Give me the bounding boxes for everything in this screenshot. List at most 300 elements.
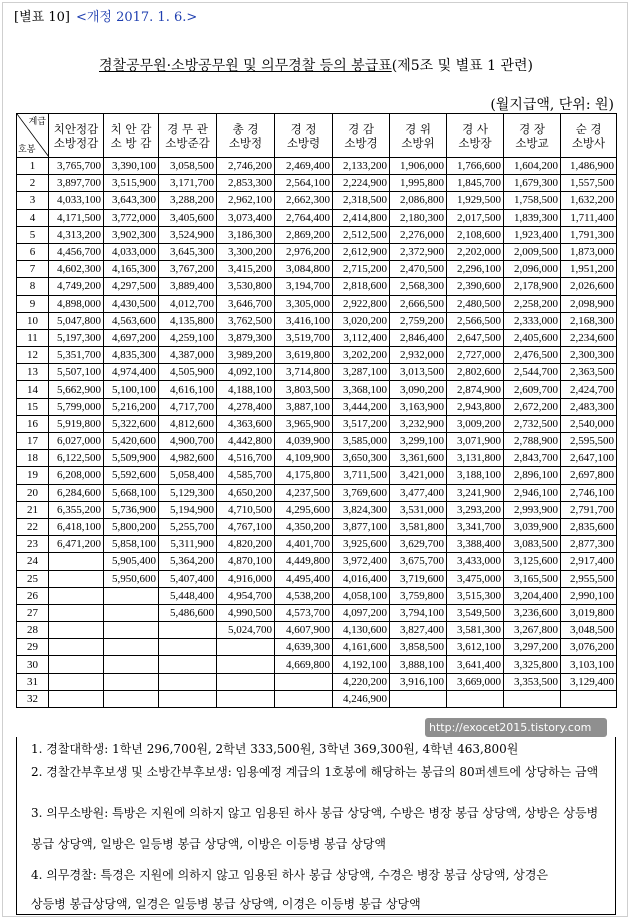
salary-cell bbox=[49, 639, 104, 656]
table-row bbox=[17, 243, 617, 260]
salary-cell: 3,762,500 bbox=[217, 312, 275, 329]
salary-cell: 1,679,300 bbox=[504, 175, 561, 192]
step-number: 25 bbox=[17, 570, 49, 587]
salary-cell: 2,017,500 bbox=[447, 209, 504, 226]
salary-cell: 3,039,900 bbox=[504, 518, 561, 535]
fire-rank: 소방령 bbox=[286, 135, 321, 150]
salary-cell: 2,544,700 bbox=[504, 364, 561, 381]
salary-cell: 5,799,000 bbox=[49, 398, 104, 415]
salary-cell: 4,165,300 bbox=[104, 261, 159, 278]
salary-cell: 2,390,600 bbox=[447, 278, 504, 295]
corner-cell bbox=[17, 114, 49, 158]
salary-cell: 4,585,700 bbox=[217, 467, 275, 484]
salary-cell: 2,276,000 bbox=[390, 226, 447, 243]
salary-cell: 3,641,400 bbox=[447, 656, 504, 673]
salary-cell: 2,178,900 bbox=[504, 278, 561, 295]
salary-cell: 2,962,100 bbox=[217, 192, 275, 209]
document-title bbox=[0, 55, 632, 75]
salary-cell: 5,255,700 bbox=[159, 518, 217, 535]
police-rank: 치안정감 bbox=[53, 121, 99, 136]
salary-cell: 6,284,600 bbox=[49, 484, 104, 501]
salary-cell: 3,916,100 bbox=[390, 673, 447, 690]
salary-cell: 2,133,200 bbox=[333, 158, 390, 175]
salary-cell: 4,171,500 bbox=[49, 209, 104, 226]
salary-cell: 1,845,700 bbox=[447, 175, 504, 192]
salary-cell: 4,835,300 bbox=[104, 347, 159, 364]
salary-cell: 4,039,900 bbox=[275, 433, 333, 450]
salary-cell: 3,204,400 bbox=[504, 587, 561, 604]
salary-cell: 3,897,700 bbox=[49, 175, 104, 192]
table-row bbox=[17, 209, 617, 226]
police-rank: 경 감 bbox=[348, 121, 374, 136]
salary-cell: 6,355,200 bbox=[49, 501, 104, 518]
step-number: 21 bbox=[17, 501, 49, 518]
salary-cell: 1,923,400 bbox=[504, 226, 561, 243]
salary-cell: 5,351,700 bbox=[49, 347, 104, 364]
table-row bbox=[17, 622, 617, 639]
salary-cell: 4,767,100 bbox=[217, 518, 275, 535]
salary-cell: 1,557,500 bbox=[561, 175, 617, 192]
salary-cell: 4,449,800 bbox=[275, 553, 333, 570]
salary-cell: 2,715,200 bbox=[333, 261, 390, 278]
salary-cell: 3,416,100 bbox=[275, 312, 333, 329]
salary-cell: 3,475,000 bbox=[447, 570, 504, 587]
salary-cell: 2,647,100 bbox=[561, 450, 617, 467]
salary-cell: 3,112,400 bbox=[333, 329, 390, 346]
title-main: 경찰공무원·소방공무원 및 의무경찰 등의 봉급표 bbox=[99, 58, 392, 74]
salary-cell: 2,843,700 bbox=[504, 450, 561, 467]
salary-cell: 3,165,500 bbox=[504, 570, 561, 587]
table-row bbox=[17, 398, 617, 415]
salary-cell bbox=[159, 673, 217, 690]
salary-cell: 2,405,600 bbox=[504, 329, 561, 346]
salary-cell bbox=[159, 690, 217, 707]
salary-cell: 5,197,300 bbox=[49, 329, 104, 346]
salary-cell: 3,902,300 bbox=[104, 226, 159, 243]
step-number: 13 bbox=[17, 364, 49, 381]
salary-cell: 2,566,500 bbox=[447, 312, 504, 329]
salary-cell: 6,418,100 bbox=[49, 518, 104, 535]
salary-cell: 5,905,400 bbox=[104, 553, 159, 570]
step-number: 15 bbox=[17, 398, 49, 415]
salary-cell bbox=[104, 656, 159, 673]
salary-cell: 4,870,100 bbox=[217, 553, 275, 570]
salary-cell bbox=[104, 639, 159, 656]
salary-cell: 3,889,400 bbox=[159, 278, 217, 295]
salary-cell: 2,512,500 bbox=[333, 226, 390, 243]
salary-cell: 3,581,300 bbox=[447, 622, 504, 639]
salary-cell: 3,989,200 bbox=[217, 347, 275, 364]
annex-tag: [별표 10] bbox=[14, 10, 70, 25]
salary-cell: 3,549,500 bbox=[447, 604, 504, 621]
salary-cell: 2,108,600 bbox=[447, 226, 504, 243]
salary-cell: 5,919,800 bbox=[49, 415, 104, 432]
fire-rank: 소방교 bbox=[515, 135, 549, 150]
salary-cell: 5,058,400 bbox=[159, 467, 217, 484]
salary-cell bbox=[447, 690, 504, 707]
salary-cell: 4,538,200 bbox=[275, 587, 333, 604]
salary-cell: 4,495,400 bbox=[275, 570, 333, 587]
salary-cell: 2,096,000 bbox=[504, 261, 561, 278]
salary-cell: 5,420,600 bbox=[104, 433, 159, 450]
step-number: 22 bbox=[17, 518, 49, 535]
salary-cell: 4,717,700 bbox=[159, 398, 217, 415]
salary-cell: 3,299,100 bbox=[390, 433, 447, 450]
table-header-row bbox=[17, 114, 617, 158]
salary-cell: 2,372,900 bbox=[390, 243, 447, 260]
table-row bbox=[17, 295, 617, 312]
salary-cell: 1,486,900 bbox=[561, 158, 617, 175]
fire-rank: 소방정감 bbox=[53, 135, 99, 150]
salary-cell: 3,714,800 bbox=[275, 364, 333, 381]
salary-cell: 3,131,800 bbox=[447, 450, 504, 467]
salary-cell: 3,341,700 bbox=[447, 518, 504, 535]
salary-cell: 4,812,600 bbox=[159, 415, 217, 432]
salary-cell: 2,564,100 bbox=[275, 175, 333, 192]
salary-cell: 3,719,600 bbox=[390, 570, 447, 587]
note-2: 2. 경찰간부후보생 및 소방간부후보생: 임용예정 계급의 1호봉에 해당하는 봉급의 80퍼센트에 상당하는 금액 bbox=[31, 765, 599, 779]
salary-cell: 4,278,400 bbox=[217, 398, 275, 415]
step-number: 11 bbox=[17, 329, 49, 346]
salary-cell: 2,480,500 bbox=[447, 295, 504, 312]
salary-cell bbox=[217, 690, 275, 707]
salary-cell: 1,791,300 bbox=[561, 226, 617, 243]
salary-cell: 4,109,900 bbox=[275, 450, 333, 467]
salary-cell: 2,976,200 bbox=[275, 243, 333, 260]
salary-cell: 3,388,400 bbox=[447, 536, 504, 553]
salary-cell bbox=[104, 690, 159, 707]
salary-cell: 2,874,900 bbox=[447, 381, 504, 398]
salary-cell: 3,084,800 bbox=[275, 261, 333, 278]
salary-cell: 1,604,200 bbox=[504, 158, 561, 175]
salary-cell: 3,581,800 bbox=[390, 518, 447, 535]
salary-cell: 3,421,000 bbox=[390, 467, 447, 484]
salary-cell: 3,612,100 bbox=[447, 639, 504, 656]
salary-cell: 3,925,600 bbox=[333, 536, 390, 553]
salary-cell bbox=[159, 622, 217, 639]
salary-cell: 1,766,600 bbox=[447, 158, 504, 175]
salary-cell: 4,220,200 bbox=[333, 673, 390, 690]
table-row bbox=[17, 381, 617, 398]
table-row bbox=[17, 553, 617, 570]
salary-cell: 3,058,500 bbox=[159, 158, 217, 175]
salary-cell: 3,186,300 bbox=[217, 226, 275, 243]
salary-cell: 2,802,600 bbox=[447, 364, 504, 381]
note-3-continued: 봉급 상당액, 일방은 일등병 봉급 상당액, 이방은 이등병 봉급 상당액 bbox=[31, 837, 386, 851]
rank-header bbox=[217, 114, 275, 158]
corner-step-label: 호봉 bbox=[18, 145, 36, 155]
salary-cell: 4,259,100 bbox=[159, 329, 217, 346]
rank-header bbox=[333, 114, 390, 158]
step-number: 16 bbox=[17, 415, 49, 432]
table-row bbox=[17, 450, 617, 467]
salary-cell: 3,765,700 bbox=[49, 158, 104, 175]
table-row bbox=[17, 587, 617, 604]
salary-cell: 5,194,900 bbox=[159, 501, 217, 518]
step-number: 5 bbox=[17, 226, 49, 243]
step-number: 23 bbox=[17, 536, 49, 553]
police-rank: 경 장 bbox=[519, 121, 545, 136]
salary-cell: 3,646,700 bbox=[217, 295, 275, 312]
salary-cell: 2,877,300 bbox=[561, 536, 617, 553]
step-number: 24 bbox=[17, 553, 49, 570]
salary-cell: 2,666,500 bbox=[390, 295, 447, 312]
fire-rank: 소 방 감 bbox=[110, 135, 152, 150]
salary-cell: 2,026,600 bbox=[561, 278, 617, 295]
salary-cell: 4,175,800 bbox=[275, 467, 333, 484]
salary-cell: 4,387,000 bbox=[159, 347, 217, 364]
salary-cell: 4,710,500 bbox=[217, 501, 275, 518]
salary-cell: 4,505,900 bbox=[159, 364, 217, 381]
rank-header bbox=[390, 114, 447, 158]
table-row bbox=[17, 192, 617, 209]
salary-cell: 4,616,100 bbox=[159, 381, 217, 398]
step-number: 28 bbox=[17, 622, 49, 639]
step-number: 1 bbox=[17, 158, 49, 175]
salary-cell: 4,990,500 bbox=[217, 604, 275, 621]
police-rank: 경 위 bbox=[405, 121, 431, 136]
note-4: 4. 의무경찰: 특경은 지원에 의하지 않고 임용된 하사 봉급 상당액, 수경은 병장 봉급 상당액, 상경은 bbox=[31, 868, 549, 882]
salary-cell: 3,519,700 bbox=[275, 329, 333, 346]
salary-cell: 5,736,900 bbox=[104, 501, 159, 518]
note-4-continued: 상등병 봉급상당액, 일경은 일등병 봉급 상당액, 이경은 이등병 봉급 상당액 bbox=[31, 897, 421, 911]
salary-cell: 3,300,200 bbox=[217, 243, 275, 260]
salary-cell: 2,818,600 bbox=[333, 278, 390, 295]
salary-cell: 4,033,100 bbox=[49, 192, 104, 209]
fire-rank: 소방위 bbox=[401, 135, 435, 150]
table-row bbox=[17, 673, 617, 690]
salary-cell: 2,990,100 bbox=[561, 587, 617, 604]
salary-cell: 3,827,400 bbox=[390, 622, 447, 639]
salary-cell: 3,171,700 bbox=[159, 175, 217, 192]
salary-cell: 4,900,700 bbox=[159, 433, 217, 450]
table-row bbox=[17, 639, 617, 656]
salary-cell: 3,858,500 bbox=[390, 639, 447, 656]
table-row bbox=[17, 656, 617, 673]
salary-cell: 3,048,500 bbox=[561, 622, 617, 639]
salary-cell: 2,258,200 bbox=[504, 295, 561, 312]
salary-cell: 4,135,800 bbox=[159, 312, 217, 329]
step-number: 26 bbox=[17, 587, 49, 604]
salary-cell bbox=[104, 587, 159, 604]
salary-cell: 6,122,500 bbox=[49, 450, 104, 467]
salary-cell: 1,632,200 bbox=[561, 192, 617, 209]
salary-cell: 3,517,200 bbox=[333, 415, 390, 432]
salary-cell: 2,869,200 bbox=[275, 226, 333, 243]
rank-header bbox=[504, 114, 561, 158]
salary-cell: 4,237,500 bbox=[275, 484, 333, 501]
table-row bbox=[17, 329, 617, 346]
salary-cell: 4,033,000 bbox=[104, 243, 159, 260]
salary-cell: 2,224,900 bbox=[333, 175, 390, 192]
salary-cell: 5,668,100 bbox=[104, 484, 159, 501]
salary-cell: 3,232,900 bbox=[390, 415, 447, 432]
salary-cell bbox=[159, 639, 217, 656]
step-number: 20 bbox=[17, 484, 49, 501]
salary-cell: 3,879,300 bbox=[217, 329, 275, 346]
table-row bbox=[17, 278, 617, 295]
salary-cell: 4,016,400 bbox=[333, 570, 390, 587]
salary-cell: 2,414,800 bbox=[333, 209, 390, 226]
salary-cell: 3,288,200 bbox=[159, 192, 217, 209]
salary-cell: 3,188,100 bbox=[447, 467, 504, 484]
salary-cell: 3,236,600 bbox=[504, 604, 561, 621]
step-number: 12 bbox=[17, 347, 49, 364]
salary-cell: 2,943,800 bbox=[447, 398, 504, 415]
salary-cell: 2,098,900 bbox=[561, 295, 617, 312]
salary-cell: 2,993,900 bbox=[504, 501, 561, 518]
salary-cell: 3,650,300 bbox=[333, 450, 390, 467]
salary-cell: 4,313,200 bbox=[49, 226, 104, 243]
salary-cell: 2,595,500 bbox=[561, 433, 617, 450]
salary-cell bbox=[217, 656, 275, 673]
salary-cell: 4,749,200 bbox=[49, 278, 104, 295]
salary-cell: 3,444,200 bbox=[333, 398, 390, 415]
salary-cell: 3,083,500 bbox=[504, 536, 561, 553]
salary-cell bbox=[561, 690, 617, 707]
step-number: 7 bbox=[17, 261, 49, 278]
salary-cell: 2,922,800 bbox=[333, 295, 390, 312]
step-number: 6 bbox=[17, 243, 49, 260]
salary-cell: 3,020,200 bbox=[333, 312, 390, 329]
salary-cell: 3,071,900 bbox=[447, 433, 504, 450]
salary-cell: 1,758,500 bbox=[504, 192, 561, 209]
table-row bbox=[17, 364, 617, 381]
salary-cell: 3,325,800 bbox=[504, 656, 561, 673]
rank-header bbox=[159, 114, 217, 158]
fire-rank: 소방장 bbox=[458, 135, 492, 150]
salary-cell: 5,509,900 bbox=[104, 450, 159, 467]
salary-cell: 3,772,000 bbox=[104, 209, 159, 226]
step-number: 3 bbox=[17, 192, 49, 209]
salary-cell: 2,672,200 bbox=[504, 398, 561, 415]
salary-cell: 5,858,100 bbox=[104, 536, 159, 553]
salary-cell bbox=[49, 553, 104, 570]
salary-cell: 1,906,000 bbox=[390, 158, 447, 175]
salary-cell: 2,470,500 bbox=[390, 261, 447, 278]
salary-cell: 3,794,100 bbox=[390, 604, 447, 621]
salary-cell: 2,568,300 bbox=[390, 278, 447, 295]
salary-cell: 5,662,900 bbox=[49, 381, 104, 398]
salary-cell: 3,390,100 bbox=[104, 158, 159, 175]
salary-cell: 3,515,300 bbox=[447, 587, 504, 604]
salary-cell: 3,767,200 bbox=[159, 261, 217, 278]
salary-cell: 5,322,600 bbox=[104, 415, 159, 432]
salary-cell: 3,267,800 bbox=[504, 622, 561, 639]
salary-cell: 3,629,700 bbox=[390, 536, 447, 553]
salary-cell: 1,873,000 bbox=[561, 243, 617, 260]
salary-cell: 2,009,500 bbox=[504, 243, 561, 260]
salary-cell bbox=[49, 673, 104, 690]
salary-cell: 2,946,100 bbox=[504, 484, 561, 501]
salary-cell: 4,092,100 bbox=[217, 364, 275, 381]
salary-cell: 3,129,400 bbox=[561, 673, 617, 690]
salary-cell: 2,917,400 bbox=[561, 553, 617, 570]
table-row bbox=[17, 467, 617, 484]
salary-cell: 5,024,700 bbox=[217, 622, 275, 639]
salary-cell: 3,803,500 bbox=[275, 381, 333, 398]
rank-header bbox=[104, 114, 159, 158]
salary-cell: 3,368,100 bbox=[333, 381, 390, 398]
rank-header bbox=[275, 114, 333, 158]
salary-cell: 3,759,800 bbox=[390, 587, 447, 604]
salary-cell: 5,129,300 bbox=[159, 484, 217, 501]
salary-cell bbox=[49, 690, 104, 707]
salary-cell bbox=[104, 673, 159, 690]
police-rank: 경 무 관 bbox=[167, 121, 208, 136]
salary-cell bbox=[49, 570, 104, 587]
salary-cell: 5,507,100 bbox=[49, 364, 104, 381]
table-row bbox=[17, 484, 617, 501]
salary-cell: 3,515,900 bbox=[104, 175, 159, 192]
table-row bbox=[17, 604, 617, 621]
salary-cell: 3,073,400 bbox=[217, 209, 275, 226]
salary-cell: 3,293,200 bbox=[447, 501, 504, 518]
salary-cell: 4,161,600 bbox=[333, 639, 390, 656]
step-number: 18 bbox=[17, 450, 49, 467]
salary-cell: 2,697,800 bbox=[561, 467, 617, 484]
salary-cell: 2,234,600 bbox=[561, 329, 617, 346]
salary-cell: 3,125,600 bbox=[504, 553, 561, 570]
salary-cell: 4,192,100 bbox=[333, 656, 390, 673]
salary-cell: 3,287,100 bbox=[333, 364, 390, 381]
salary-cell: 1,929,500 bbox=[447, 192, 504, 209]
salary-cell: 5,311,900 bbox=[159, 536, 217, 553]
salary-cell: 6,027,000 bbox=[49, 433, 104, 450]
salary-cell: 4,697,200 bbox=[104, 329, 159, 346]
step-number: 19 bbox=[17, 467, 49, 484]
salary-cell bbox=[275, 673, 333, 690]
salary-cell: 4,650,200 bbox=[217, 484, 275, 501]
salary-cell: 3,076,200 bbox=[561, 639, 617, 656]
salary-cell: 4,456,700 bbox=[49, 243, 104, 260]
salary-cell: 5,407,400 bbox=[159, 570, 217, 587]
step-number: 27 bbox=[17, 604, 49, 621]
police-rank: 경 정 bbox=[290, 121, 317, 136]
salary-cell: 3,013,500 bbox=[390, 364, 447, 381]
step-number: 10 bbox=[17, 312, 49, 329]
salary-cell: 3,669,000 bbox=[447, 673, 504, 690]
salary-cell: 5,486,600 bbox=[159, 604, 217, 621]
salary-cell: 4,188,100 bbox=[217, 381, 275, 398]
salary-cell: 4,363,600 bbox=[217, 415, 275, 432]
note-1: 1. 경찰대학생: 1학년 296,700원, 2학년 333,500원, 3학년 369,300원, 4학년 463,800원 bbox=[31, 742, 519, 756]
blog-watermark: http://exocet2015.tistory.com bbox=[425, 718, 607, 737]
salary-cell: 5,364,200 bbox=[159, 553, 217, 570]
salary-cell: 4,602,300 bbox=[49, 261, 104, 278]
salary-cell: 3,824,300 bbox=[333, 501, 390, 518]
salary-cell bbox=[504, 690, 561, 707]
salary-cell bbox=[49, 622, 104, 639]
salary-cell: 2,180,300 bbox=[390, 209, 447, 226]
table-row bbox=[17, 690, 617, 707]
salary-cell: 4,669,800 bbox=[275, 656, 333, 673]
salary-cell: 2,846,400 bbox=[390, 329, 447, 346]
salary-cell: 2,727,000 bbox=[447, 347, 504, 364]
salary-cell: 3,711,500 bbox=[333, 467, 390, 484]
salary-cell bbox=[159, 656, 217, 673]
table-row bbox=[17, 501, 617, 518]
step-number: 2 bbox=[17, 175, 49, 192]
corner-rank-label: 계급 bbox=[28, 117, 46, 127]
salary-cell: 4,516,700 bbox=[217, 450, 275, 467]
salary-cell: 3,202,200 bbox=[333, 347, 390, 364]
salary-cell: 3,887,100 bbox=[275, 398, 333, 415]
salary-cell: 2,662,300 bbox=[275, 192, 333, 209]
salary-cell: 2,896,100 bbox=[504, 467, 561, 484]
step-number: 32 bbox=[17, 690, 49, 707]
unit-note: (월지급액, 단위: 원) bbox=[490, 97, 614, 113]
